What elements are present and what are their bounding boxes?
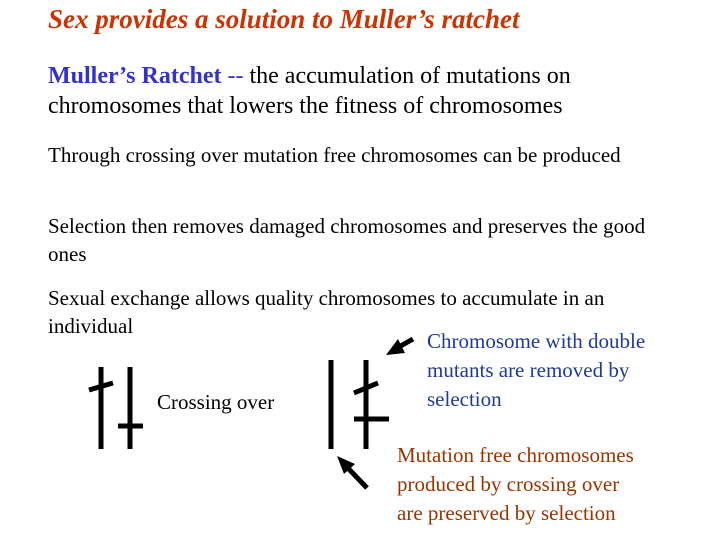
mutation-free-caption-line: Mutation free chromosomes xyxy=(397,443,634,467)
double-mutant-caption-line: Chromosome with double xyxy=(427,329,646,353)
definition-separator: -- xyxy=(221,63,250,89)
mutation-free-caption xyxy=(397,441,634,528)
double-mutant-caption xyxy=(427,327,645,414)
definition-text: the accumulation of mutations on chromosomes that lowers the fitness of chromosomes xyxy=(48,63,571,119)
definition-term: Muller’s Ratchet xyxy=(48,63,222,89)
arrow-to-double-mutant-icon xyxy=(386,339,413,355)
crossing-over-label: Crossing over xyxy=(157,390,275,414)
definition xyxy=(48,61,708,121)
point-sexual-exchange: Sexual exchange allows quality chromosomes to accumulate in an individual xyxy=(48,286,605,338)
chromosome-double-mutant xyxy=(354,360,389,449)
mutation-mark xyxy=(89,383,113,390)
mutation-mark xyxy=(354,383,378,393)
chromosome-left-b xyxy=(118,367,143,449)
slide-title: Sex provides a solution to Muller’s ratchet xyxy=(48,4,520,34)
chromosome-left-a xyxy=(89,367,113,449)
double-mutant-caption-line: selection xyxy=(427,387,502,411)
mutation-free-caption-line: are preserved by selection xyxy=(397,501,616,525)
double-mutant-caption-line: mutants are removed by xyxy=(427,358,630,382)
mutation-free-caption-line: produced by crossing over xyxy=(397,472,620,496)
point-crossing-over: Through crossing over mutation free chromosomes can be produced xyxy=(48,143,621,167)
point-selection: Selection then removes damaged chromosomes and preserves the good ones xyxy=(48,214,646,266)
arrow-to-mutation-free-icon xyxy=(337,456,367,488)
